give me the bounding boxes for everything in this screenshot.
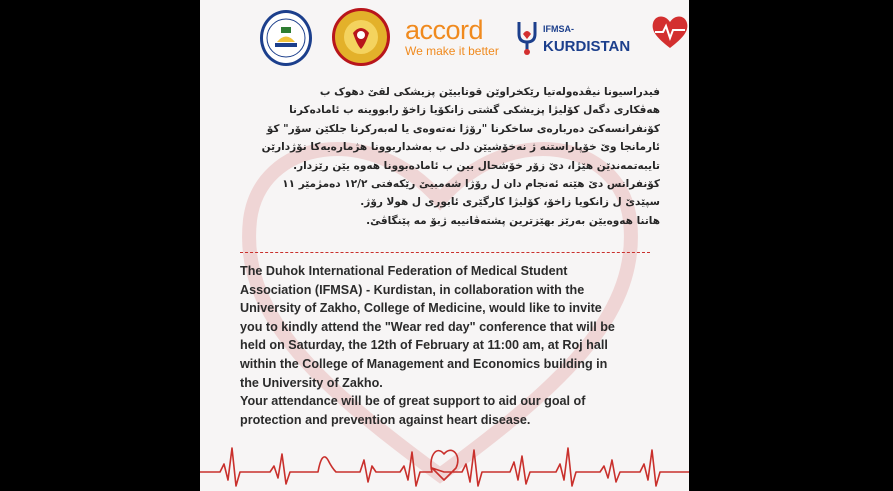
english-line: the University of Zakho.: [240, 375, 383, 390]
kurdish-line: فیدراسیونا نیڤدەولەتیا رێکخراوێن قوتابیێن پزیشکی لقێ دهوک ب: [319, 86, 660, 98]
ifmsa-kurdistan-logo: [513, 16, 633, 62]
kurdish-line: هاتنا هەوەیێن بەرێز بهێزترین پشتەڤانییە ژبۆ مە پێنگاڤێ.: [366, 214, 660, 227]
heartbeat-line-icon: [200, 430, 689, 491]
english-line: University of Zakho, College of Medicine, would like to invite: [240, 301, 602, 316]
accord-wordmark: accord: [405, 15, 484, 45]
accord-tagline: We make it better: [405, 44, 499, 58]
english-line: protection and prevention against heart disease.: [240, 412, 531, 427]
ifmsa-label: IFMSA-: [543, 24, 574, 34]
stethoscope-icon: [513, 20, 541, 56]
medical-association-logo: [332, 8, 390, 66]
kurdish-text-block: [240, 83, 660, 230]
english-line: you to kindly attend the "Wear red day" conference that will be: [240, 319, 615, 334]
university-of-zakho-logo: [260, 10, 312, 66]
kurdish-line: سپێدێ ل زانکویا زاخۆ، کۆلیژا کارگێری ئابوری ل هولا رۆژ.: [360, 196, 660, 209]
accord-logo: [405, 16, 500, 60]
kurdish-line: ئارمانجا وێ خۆپاراستنە ژ نەخۆشیێن دلی ب بەشداربوونا هژمارەیەکا نۆژدارێن: [261, 141, 660, 154]
kurdish-line: هەڤکاری دگەل کۆلیژا پزیشکی گشتی زانکۆیا زاخۆ رابووینە ب ئامادەکرنا: [289, 104, 660, 117]
english-text-block: [240, 262, 665, 429]
kurdish-line: تایبەتمەندێن هێژا، دێ زۆر خۆشحال بین ب ئامادەبوونا هەوە یێن رێزدار.: [293, 159, 660, 172]
english-line: The Duhok International Federation of Medical Student: [240, 264, 568, 278]
english-line: Association (IFMSA) - Kurdistan, in collaboration with the: [240, 282, 585, 297]
kurdish-line: کۆنفرانس دێ هێتە ئەنجام دان ل رۆژا شەمبیێ رێکەفتی ١٢/٢ دەمژمێر ١١: [282, 178, 660, 191]
kurdistan-label: KURDISTAN: [543, 38, 631, 55]
logo-bar: [200, 8, 689, 68]
kurdish-line: کۆنفرانسەکێ دەربارەی ساخکرنا "رۆژا نەتەوەی یا لەبەرکرنا جلکێن سۆر" کۆ: [266, 122, 660, 135]
english-line: Your attendance will be of great support to aid our goal of: [240, 394, 586, 409]
english-line: within the College of Management and Economics building in: [240, 356, 608, 371]
dashed-divider: [240, 252, 650, 253]
heartbeat-heart-icon: [651, 12, 689, 52]
english-line: held on Saturday, the 12th of February at 11:00 am, at Roj hall: [240, 338, 608, 353]
invitation-card: [200, 0, 689, 491]
